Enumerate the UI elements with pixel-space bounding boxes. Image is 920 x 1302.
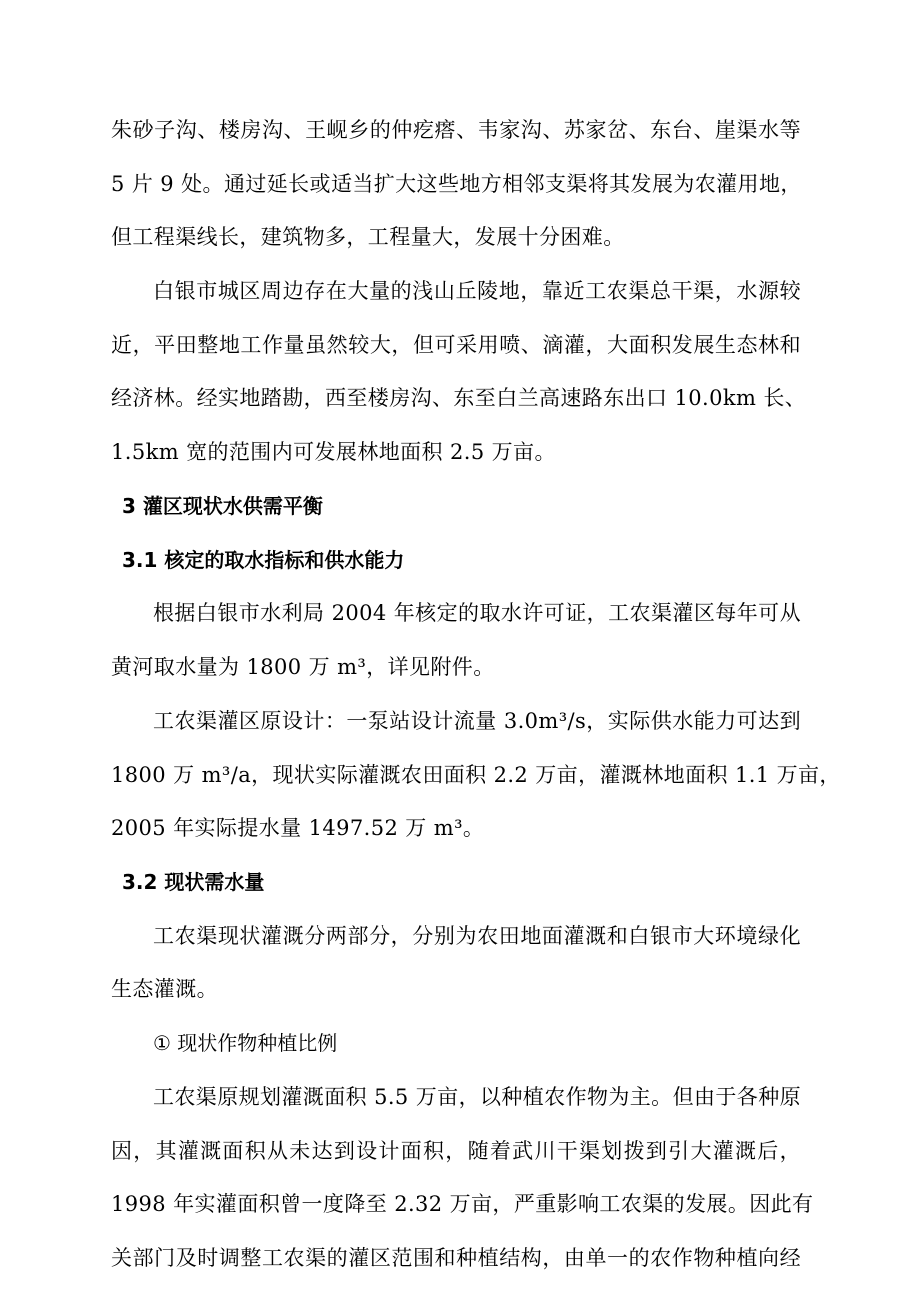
paragraph-line: 黄河取水量为 1800 万 m³，详见附件。 (111, 655, 495, 679)
paragraph-line: 5 片 9 处。通过延长或适当扩大这些地方相邻支渠将其发展为农灌用地， (111, 172, 802, 196)
subsection-heading: 3.1 核定的取水指标和供水能力 (122, 548, 405, 572)
paragraph-line: 因，其灌溉面积从未达到设计面积，随着武川干渠划拨到引大灌溉后， (111, 1139, 801, 1163)
paragraph-line: 1800 万 m³/a，现状实际灌溉农田面积 2.2 万亩，灌溉林地面积 1.1 万亩， (111, 763, 841, 787)
paragraph-line: 工农渠原规划灌溉面积 5.5 万亩，以种植农作物为主。但由于各种原 (153, 1085, 801, 1109)
paragraph-line: 白银市城区周边存在大量的浅山丘陵地，靠近工农渠总干渠，水源较 (153, 279, 801, 303)
paragraph-line: 1998 年实灌面积曾一度降至 2.32 万亩，严重影响工农渠的发展。因此有 (111, 1192, 814, 1216)
section-heading: 3 灌区现状水供需平衡 (122, 494, 323, 518)
paragraph-line: 关部门及时调整工农渠的灌区范围和种植结构，由单一的农作物种植向经 (111, 1246, 801, 1270)
paragraph-line: 1.5km 宽的范围内可发展林地面积 2.5 万亩。 (111, 440, 556, 464)
list-item: ① 现状作物种植比例 (153, 1031, 338, 1055)
paragraph-line: 工农渠现状灌溉分两部分，分别为农田地面灌溉和白银市大环境绿化 (153, 924, 801, 948)
paragraph-line: 工农渠灌区原设计：一泵站设计流量 3.0m³/s，实际供水能力可达到 (153, 709, 801, 733)
paragraph-line: 生态灌溉。 (111, 977, 218, 1001)
paragraph-line: 朱砂子沟、楼房沟、王岘乡的仲疙瘩、韦家沟、苏家岔、东台、崖渠水等 (111, 118, 801, 142)
subsection-heading: 3.2 现状需水量 (122, 870, 265, 894)
paragraph-line: 近，平田整地工作量虽然较大，但可采用喷、滴灌，大面积发展生态林和 (111, 333, 801, 357)
paragraph-line: 但工程渠线长，建筑物多，工程量大，发展十分困难。 (111, 225, 625, 249)
paragraph-line: 根据白银市水利局 2004 年核定的取水许可证，工农渠灌区每年可从 (153, 601, 801, 625)
paragraph-line: 2005 年实际提水量 1497.52 万 m³。 (111, 816, 485, 840)
paragraph-line: 经济林。经实地踏勘，西至楼房沟、东至白兰高速路东出口 10.0km 长、 (111, 386, 807, 410)
